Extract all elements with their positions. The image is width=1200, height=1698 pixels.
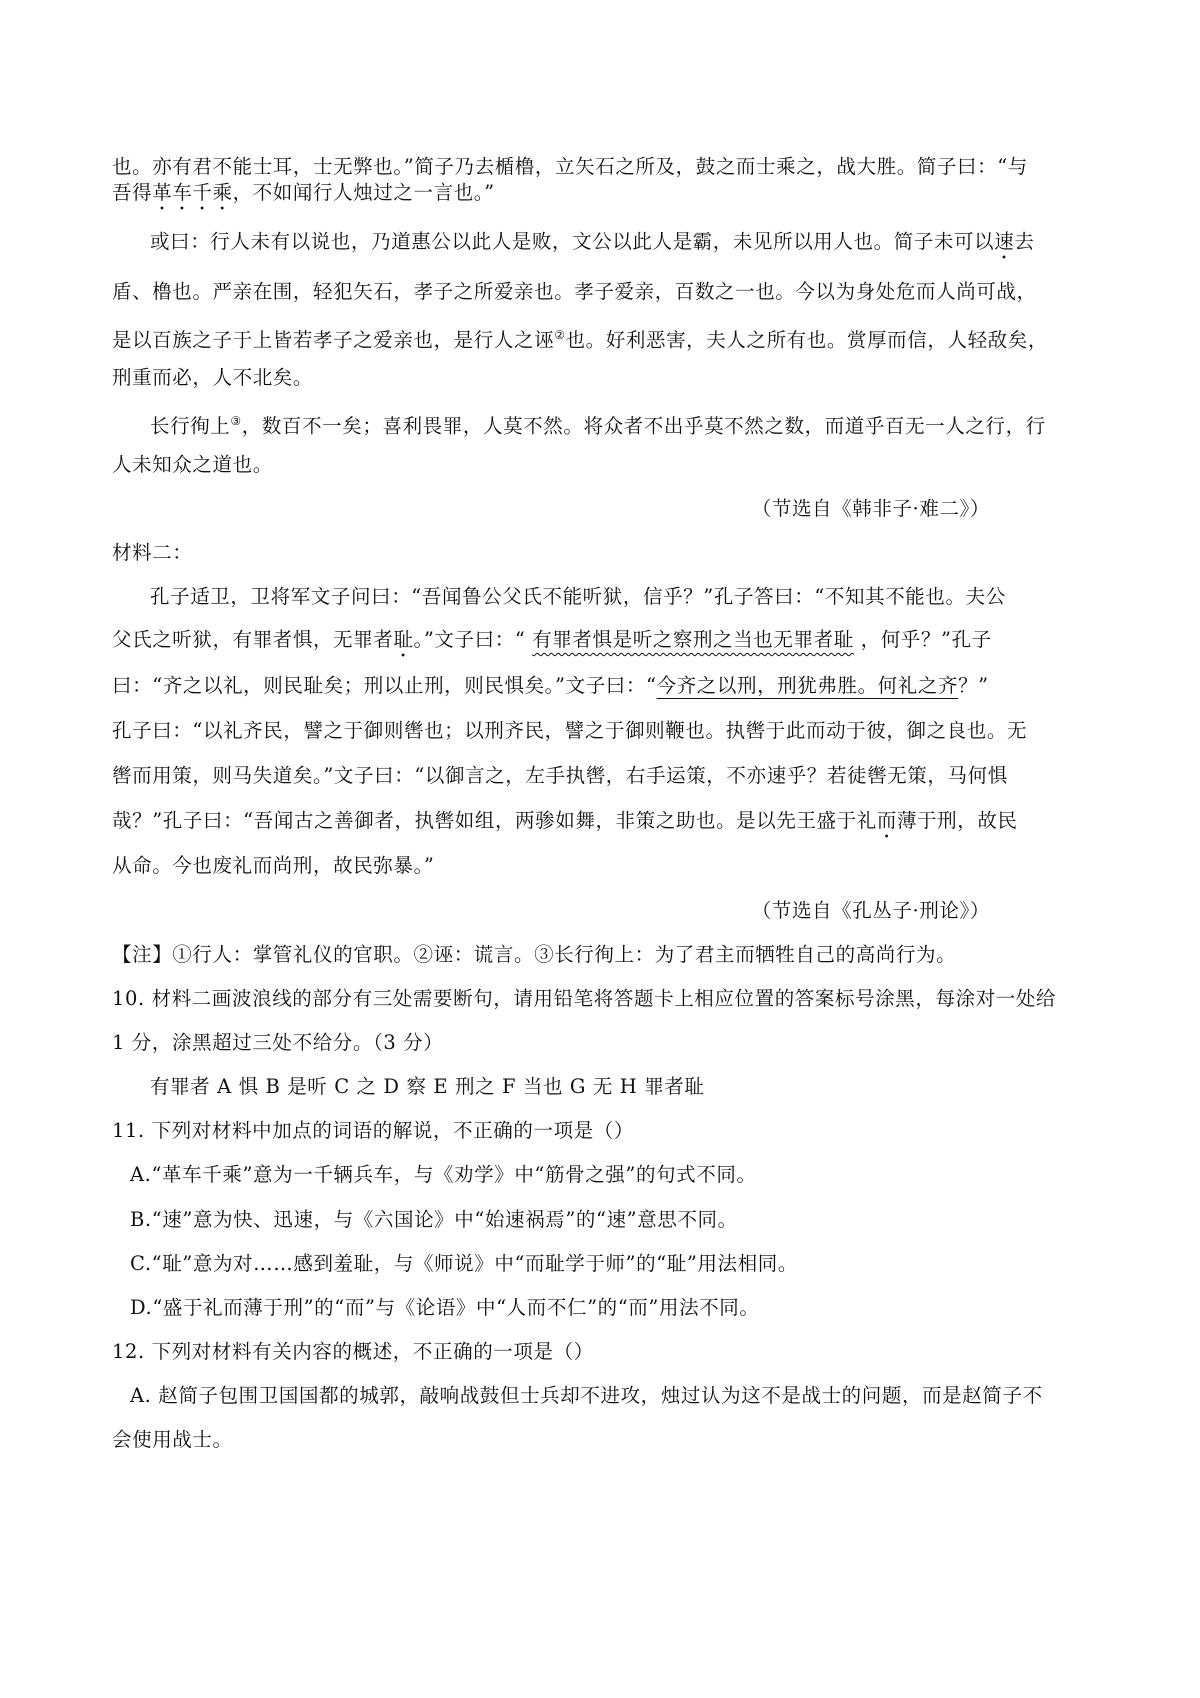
- text-line: 吾得革车千乘，不如闻行人烛过之一言也。”: [112, 181, 495, 204]
- question-11-stem: 11. 下列对材料中加点的词语的解说，不正确的一项是（）: [112, 1119, 635, 1142]
- source-citation: （节选自《韩非子·难二》）: [751, 497, 990, 520]
- text-line: 父氏之听狱，有罪者惧，无罪者耻。”文子曰：“ 有罪者惧是听之察刑之当也无罪者耻 ，何乎？”孔子: [112, 628, 992, 651]
- question-10-stem: 1 分，涂黑超过三处不给分。（3 分）: [112, 1031, 444, 1054]
- question-10-stem: 10. 材料二画波浪线的部分有三处需要断句，请用铅笔将答题卡上相应位置的答案标号涂黑，每涂对一处给: [112, 987, 1057, 1010]
- emphasis-dot-text: 而: [876, 809, 897, 832]
- option-a[interactable]: A.“革车千乘”意为一千辆兵车，与《劝学》中“筋骨之强”的句式不同。: [130, 1163, 757, 1186]
- option-d[interactable]: D.“盛于礼而薄于刑”的“而”与《论语》中“人而不仁”的“而”用法不同。: [130, 1296, 760, 1319]
- option-c[interactable]: C.“耻”意为对……感到羞耻，与《师说》中“而耻学于师”的“耻”用法相同。: [130, 1252, 798, 1275]
- emphasis-dot-text: 耻: [393, 628, 414, 651]
- text-line: 孔子适卫，卫将军文子问曰：“吾闻鲁公父氏不能听狱，信乎？”孔子答曰：“不知其不能也。夫公: [150, 585, 1006, 608]
- emphasis-dot-text: 革车千乘: [152, 181, 233, 204]
- option-a-continued: 会使用战士。: [112, 1428, 233, 1451]
- text-line: 刑重而必，人不北矣。: [112, 366, 314, 389]
- text-line: 盾、橹也。严亲在围，轻犯矢石，孝子之所爱亲也。孝子爱亲，百数之一也。今以为身处危而人尚可战，: [112, 280, 1037, 303]
- text-line: 也。亦有君不能士耳，士无弊也。”简子乃去楯橹，立矢石之所及，鼓之而士乘之，战大胜。简子曰：“与: [112, 155, 1028, 178]
- text-line: 从命。今也废礼而尚刑，故民弥暴。”: [112, 854, 435, 877]
- text-line: 是以百族之子于上皆若孝子之爱亲也，是行人之诬②也。好利恶害，夫人之所有也。赏厚而信，人轻敌矣，: [112, 328, 1048, 352]
- text-line: 人未知众之道也。: [112, 453, 273, 476]
- footnote-mark: ②: [554, 328, 566, 342]
- option-a[interactable]: A. 赵简子包围卫国国都的城郭，敲响战鼓但士兵却不进攻，烛过认为这不是战士的问题，而是赵简子不: [130, 1384, 1043, 1407]
- underlined-text: 今齐之以刑，刑犹弗胜。何礼之齐: [656, 674, 959, 697]
- option-b[interactable]: B.“速”意为快、迅速，与《六国论》中“始速祸焉”的“速”意思不同。: [130, 1208, 738, 1231]
- question-10-options: 有罪者 A 惧 B 是听 C 之 D 察 E 刑之 F 当也 G 无 H 罪者耻: [150, 1075, 705, 1098]
- footnote: 【注】①行人：掌管礼仪的官职。②诬：谎言。③长行徇上：为了君主而牺牲自己的高尚行为。: [112, 943, 957, 966]
- section-heading: 材料二：: [112, 541, 193, 564]
- wavy-underlined-text: 有罪者惧是听之察刑之当也无罪者耻: [532, 628, 854, 651]
- source-citation: （节选自《孔丛子·刑论》）: [751, 899, 990, 922]
- question-12-stem: 12. 下列对材料有关内容的概述，不正确的一项是（）: [112, 1340, 594, 1363]
- text-line: 孔子曰：“以礼齐民，譬之于御则辔也；以刑齐民，譬之于御则鞭也。执辔于此而动于彼，御之良也。无: [112, 719, 1028, 742]
- footnote-mark: ③: [230, 414, 242, 428]
- text-line: 哉？”孔子曰：“吾闻古之善御者，执辔如组，两骖如舞，非策之助也。是以先王盛于礼而薄于刑，故民: [112, 809, 1018, 832]
- emphasis-dot-text: 速: [994, 230, 1015, 253]
- text-line: 或曰：行人未有以说也，乃道惠公以此人是败，文公以此人是霸，未见所以用人也。简子未可以速去: [150, 230, 1035, 253]
- text-line: 辔而用策，则马失道矣。”文子曰：“以御言之，左手执辔，右手运策，不亦速乎？若徒辔无策，马何惧: [112, 764, 1008, 787]
- text-line: 长行徇上③，数百不一矣；喜利畏罪，人莫不然。将众者不出乎莫不然之数，而道乎百无一人之行，行: [150, 414, 1046, 438]
- text-line: 曰：“齐之以礼，则民耻矣；刑以止刑，则民惧矣。”文子曰：“今齐之以刑，刑犹弗胜。何礼之齐？”: [112, 674, 989, 697]
